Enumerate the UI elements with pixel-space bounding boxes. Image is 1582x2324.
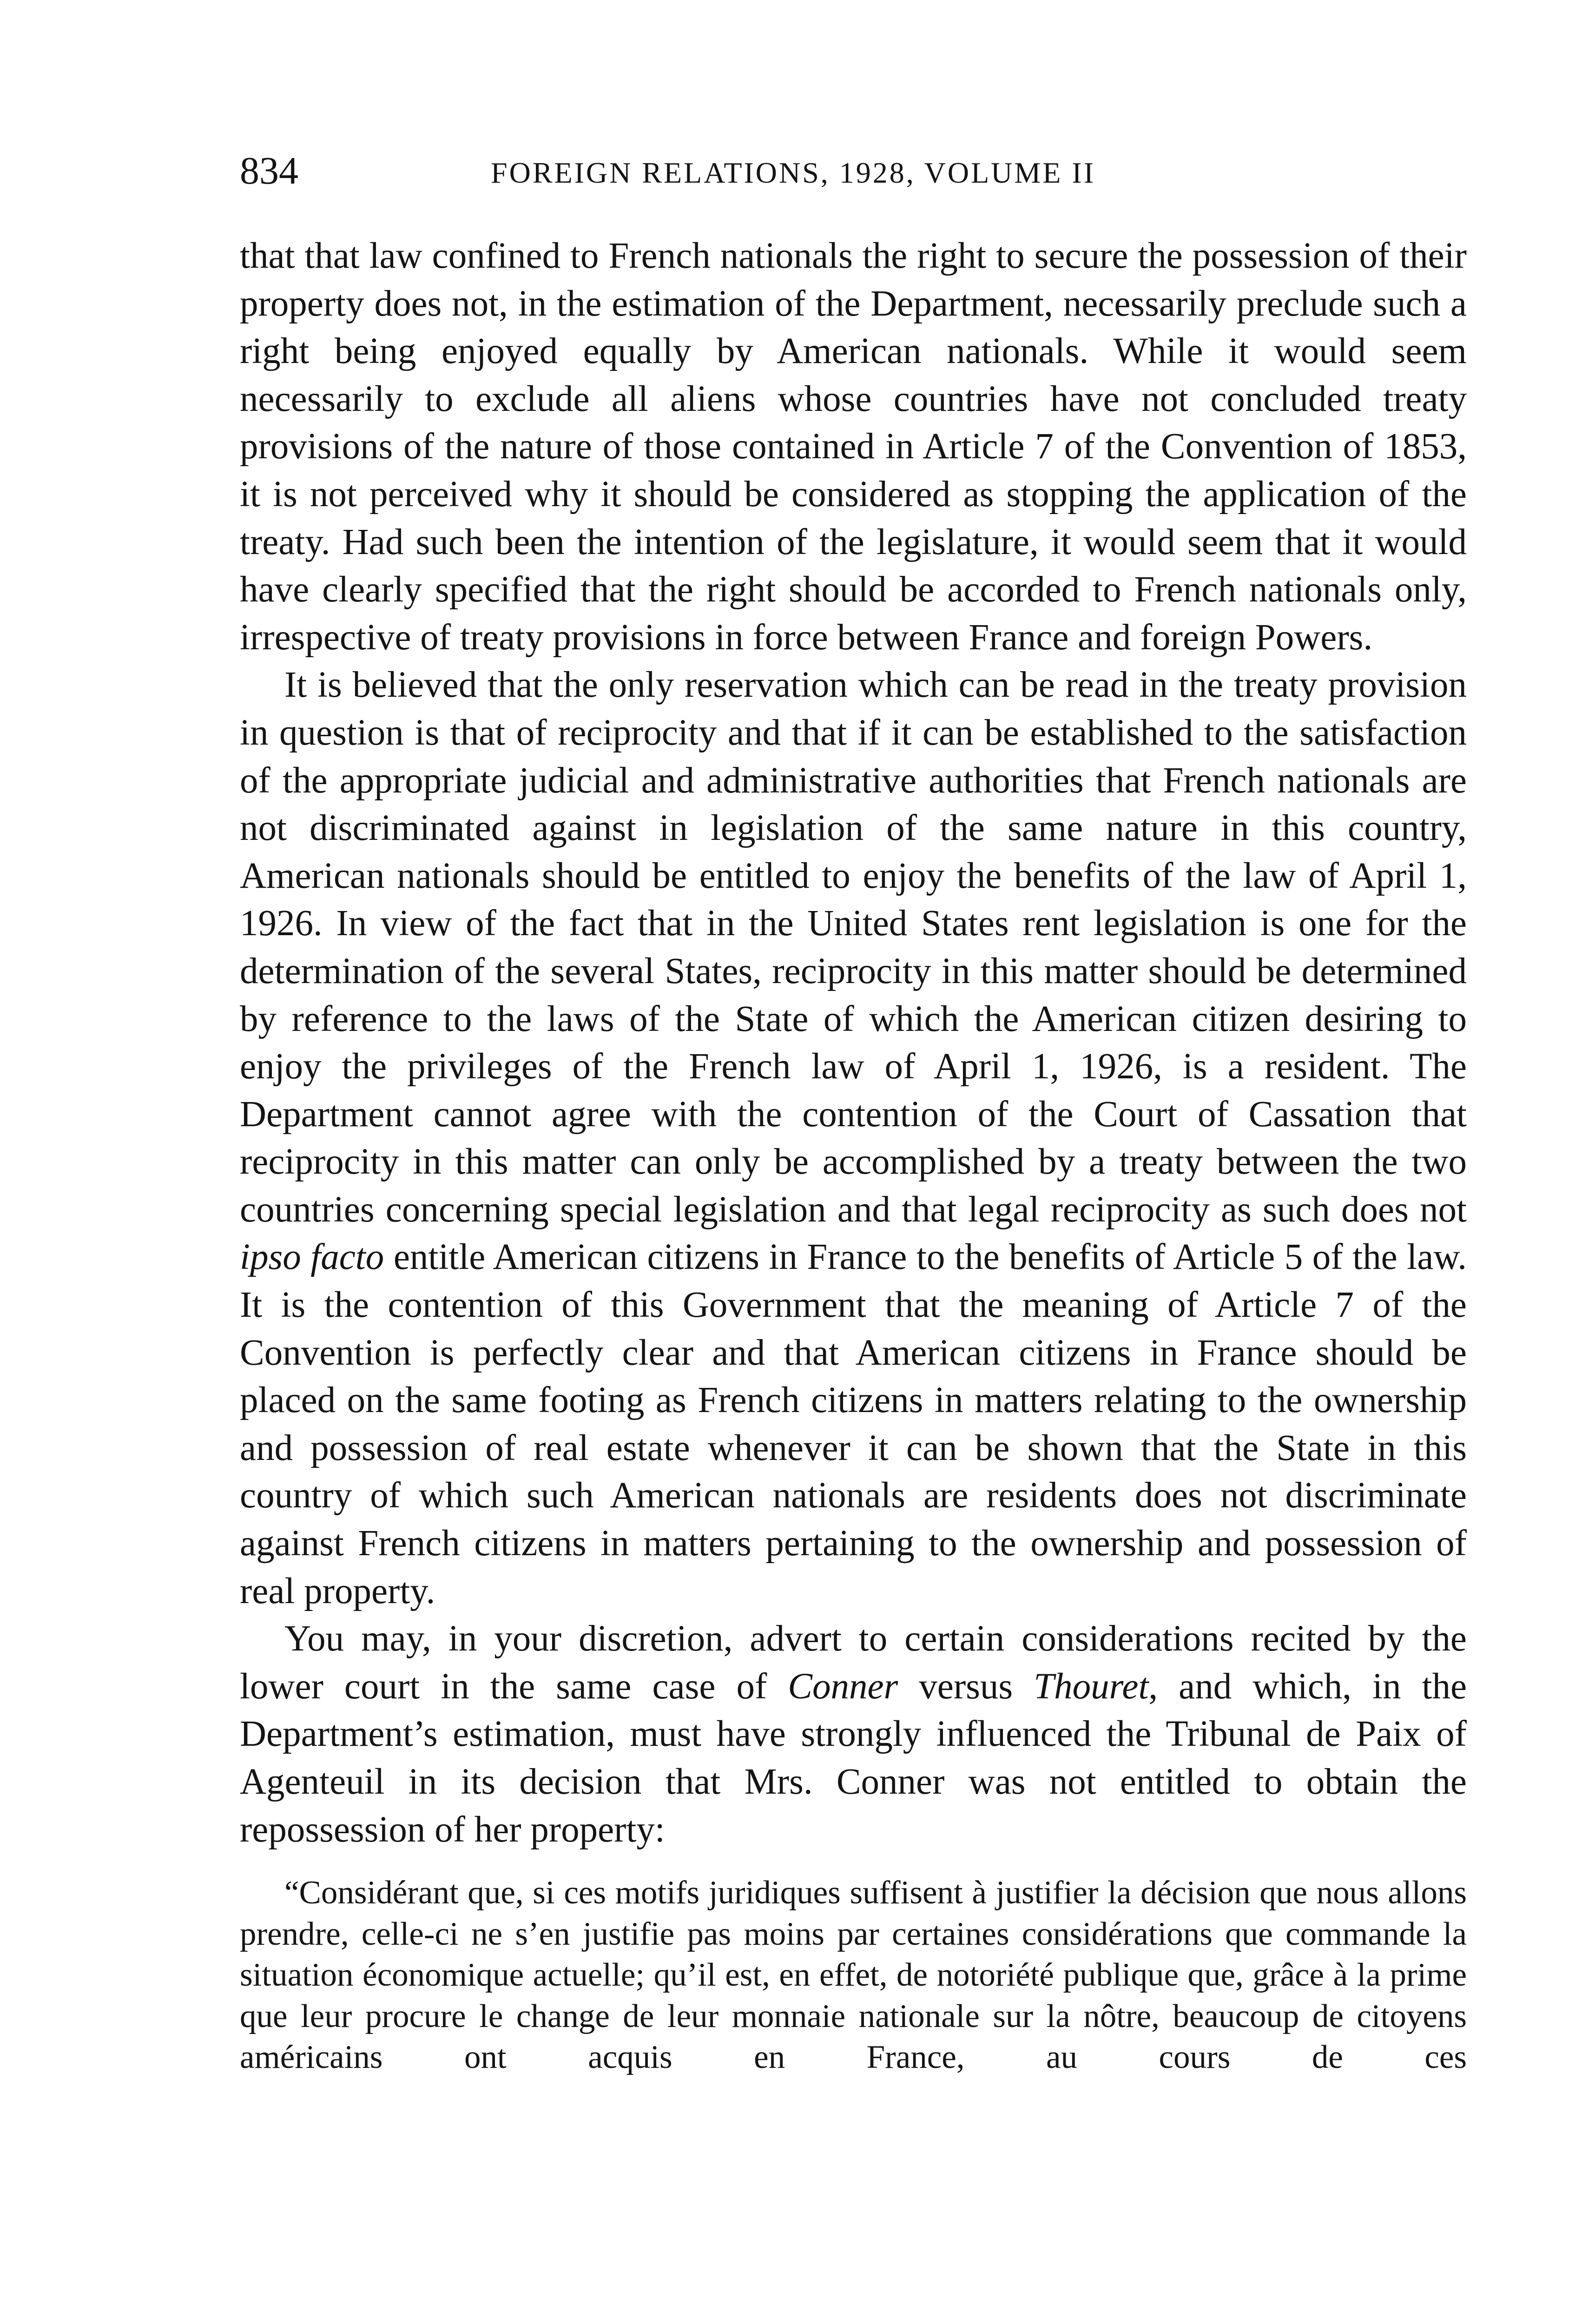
paragraph-2-text-b: entitle American citizens in France to the benefits of Article 5 of the law. It is the contention of this Government that the meaning of Article 7 of the Convention is perfectly clear and that American citizens in France should be placed on the same footing as French citizens in matters relating to the ownership and possession of real estate whenever it can be shown that the State in this country of which such American nationals are residents does not discriminate against French citizens in matters pertaining to the ownership and possession of real property.: [240, 1237, 1467, 1611]
page-number: 834: [240, 149, 298, 192]
paragraph-2: [240, 661, 1467, 1615]
french-quotation: “Considérant que, si ces motifs juridiques suffisent à justifier la décision que nous allons prendre, celle-ci ne s’en justifie pas moins par certaines considérations que commande la situation économique actuelle; qu’il est, en effet, de notoriété publique que, grâce à la prime que leur procure le change de leur monnaie nationale sur la nôtre, beaucoup de citoyens américains ont acquis en France, au cours de ces: [240, 1875, 1467, 2076]
paragraph-2-text-a: It is believed that the only reservation which can be read in the treaty provision in question is that of reciprocity and that if it can be established to the satisfaction of the appropriate judicial and administrative authorities that French nationals are not discriminated against in legislation of the same nature in this country, American nationals should be entitled to enjoy the benefits of the law of April 1, 1926. In view of the fact that in the United States rent legislation is one for the determination of the several States, reciprocity in this matter should be determined by reference to the laws of the State of which the American citizen desiring to enjoy the privileges of the French law of April 1, 1926, is a resident. The Department cannot agree with the contention of the Court of Cassation that reciprocity in this matter can only be accomplished by a treaty between the two countries concerning special legislation and that legal reciprocity as such does not: [240, 665, 1467, 1230]
paragraph-3-text-a: You may, in your discretion, advert to certain considerations recited by the lower court in the same case of: [240, 1618, 1467, 1707]
paragraph-3-text-b: versus: [898, 1666, 1034, 1707]
body-text: [240, 232, 1467, 2078]
running-head: FOREIGN RELATIONS, 1928, VOLUME II: [491, 156, 1095, 189]
page-header: [240, 148, 1495, 199]
paragraph-3: [240, 1615, 1467, 1854]
case-name-thouret: Thouret: [1034, 1666, 1149, 1707]
case-name-conner: Conner: [788, 1666, 898, 1707]
paragraph-3-text-c: , and which, in the Department’s estimation, must have strongly influenced the Tribunal de Paix of Agenteuil in its decision that Mrs. Conner was not entitled to obtain the repossession of her property:: [240, 1666, 1467, 1850]
paragraph-1: that that law confined to French nationals the right to secure the possession of their property does not, in the estimation of the Department, necessarily preclude such a right being enjoyed equally by American nationals. While it would seem necessarily to exclude all aliens whose countries have not concluded treaty provisions of the nature of those contained in Article 7 of the Convention of 1853, it is not perceived why it should be considered as stopping the application of the treaty. Had such been the intention of the legislature, it would seem that it would have clearly specified that the right should be accorded to French nationals only, irrespective of treaty provisions in force between France and foreign Powers.: [240, 236, 1467, 658]
paragraph-2-italic: ipso facto: [240, 1237, 384, 1278]
